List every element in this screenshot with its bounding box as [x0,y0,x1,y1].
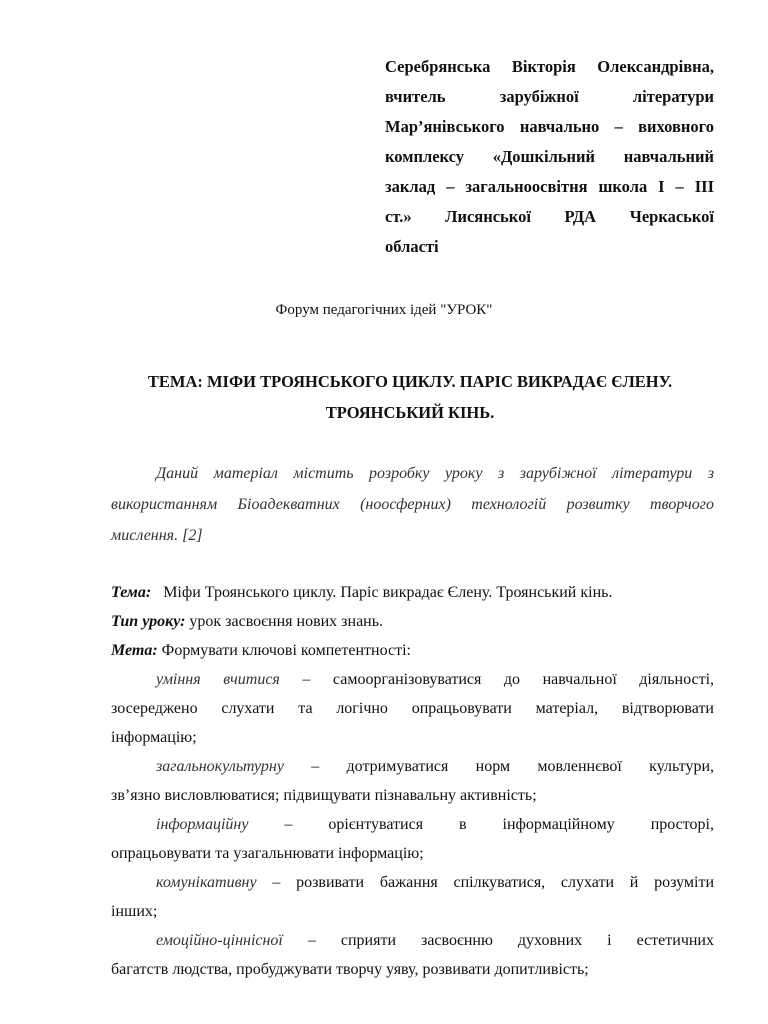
type-line [111,607,714,636]
competency-term: уміння вчитися [156,671,280,688]
theme-line: ТЕМА: МІФИ ТРОЯНСЬКОГО ЦИКЛУ. ПАРІС ВИКРАДАЄ ЄЛЕНУ. [147,372,673,391]
intro-line: використанням Біоадекватних (ноосферних) технологій розвитку творчого [111,496,714,513]
goal-text: Формувати ключові компетентності: [157,642,411,659]
competency-line: інформацію; [111,729,197,746]
competency-line [111,665,714,694]
intro-paragraph [111,458,714,551]
competency-line [111,868,714,897]
competency-term: інформаційну [156,816,249,833]
forum-caption: Форум педагогічних ідей "УРОК" [275,302,493,318]
topic-label: Тема: [111,584,152,601]
lesson-body [111,578,714,984]
lesson-theme-heading [60,366,760,428]
goal-line [111,636,714,665]
competency-line [111,810,714,839]
author-block [385,52,714,262]
intro-line: мислення. [2] [111,527,203,544]
competency-line [111,926,714,955]
theme-line: ТРОЯНСЬКИЙ КІНЬ. [325,403,495,422]
competency-line: багатств людства, пробуджувати творчу уяву, розвивати допитливість; [111,961,589,978]
competency-term: комунікативну [156,874,257,891]
competency-line: зосереджено слухати та логічно опрацьовувати матеріал, відтворювати [111,700,714,717]
author-line: вчитель зарубіжної літератури [385,87,714,106]
competency-term: емоційно-ціннісної [156,932,283,949]
author-line: заклад – загальноосвітня школа І – ІІІ [385,177,714,196]
author-line: Серебрянська Вікторія Олександрівна, [385,57,714,76]
competency-text: – дотримуватися норм мовленнєвої культури, [283,758,714,775]
competency-line [111,752,714,781]
topic-line [111,578,714,607]
competency-text: – розвивати бажання спілкуватися, слухати й розуміти [256,874,714,891]
competency-text: – орієнтуватися в інформаційному просторі, [248,816,714,833]
competency-term: загальнокультурну [156,758,284,775]
competency-text: – сприяти засвоєнню духовних і естетичних [282,932,714,949]
goal-label: Мета: [111,642,158,659]
competency-text: – самоорганізовуватися до навчальної діяльності, [279,671,715,688]
author-line: ст.» Лисянської РДА Черкаської [385,207,714,226]
topic-text: Міфи Троянського циклу. Паріс викрадає Єлену. Троянський кінь. [163,584,613,601]
author-line: Мар’янівського навчально – виховного [385,117,714,136]
intro-line: Даний матеріал містить розробку уроку з зарубіжної літератури з [156,465,714,482]
competency-line: зв’язно висловлюватися; підвищувати пізнавальну активність; [111,787,537,804]
type-text: урок засвоєння нових знань. [185,613,384,630]
competency-line: опрацьовувати та узагальнювати інформацію; [111,845,424,862]
type-label: Тип уроку: [111,613,186,630]
author-line: комплексу «Дошкільний навчальний [385,147,714,166]
author-line: області [385,237,439,256]
competency-line: інших; [111,903,158,920]
